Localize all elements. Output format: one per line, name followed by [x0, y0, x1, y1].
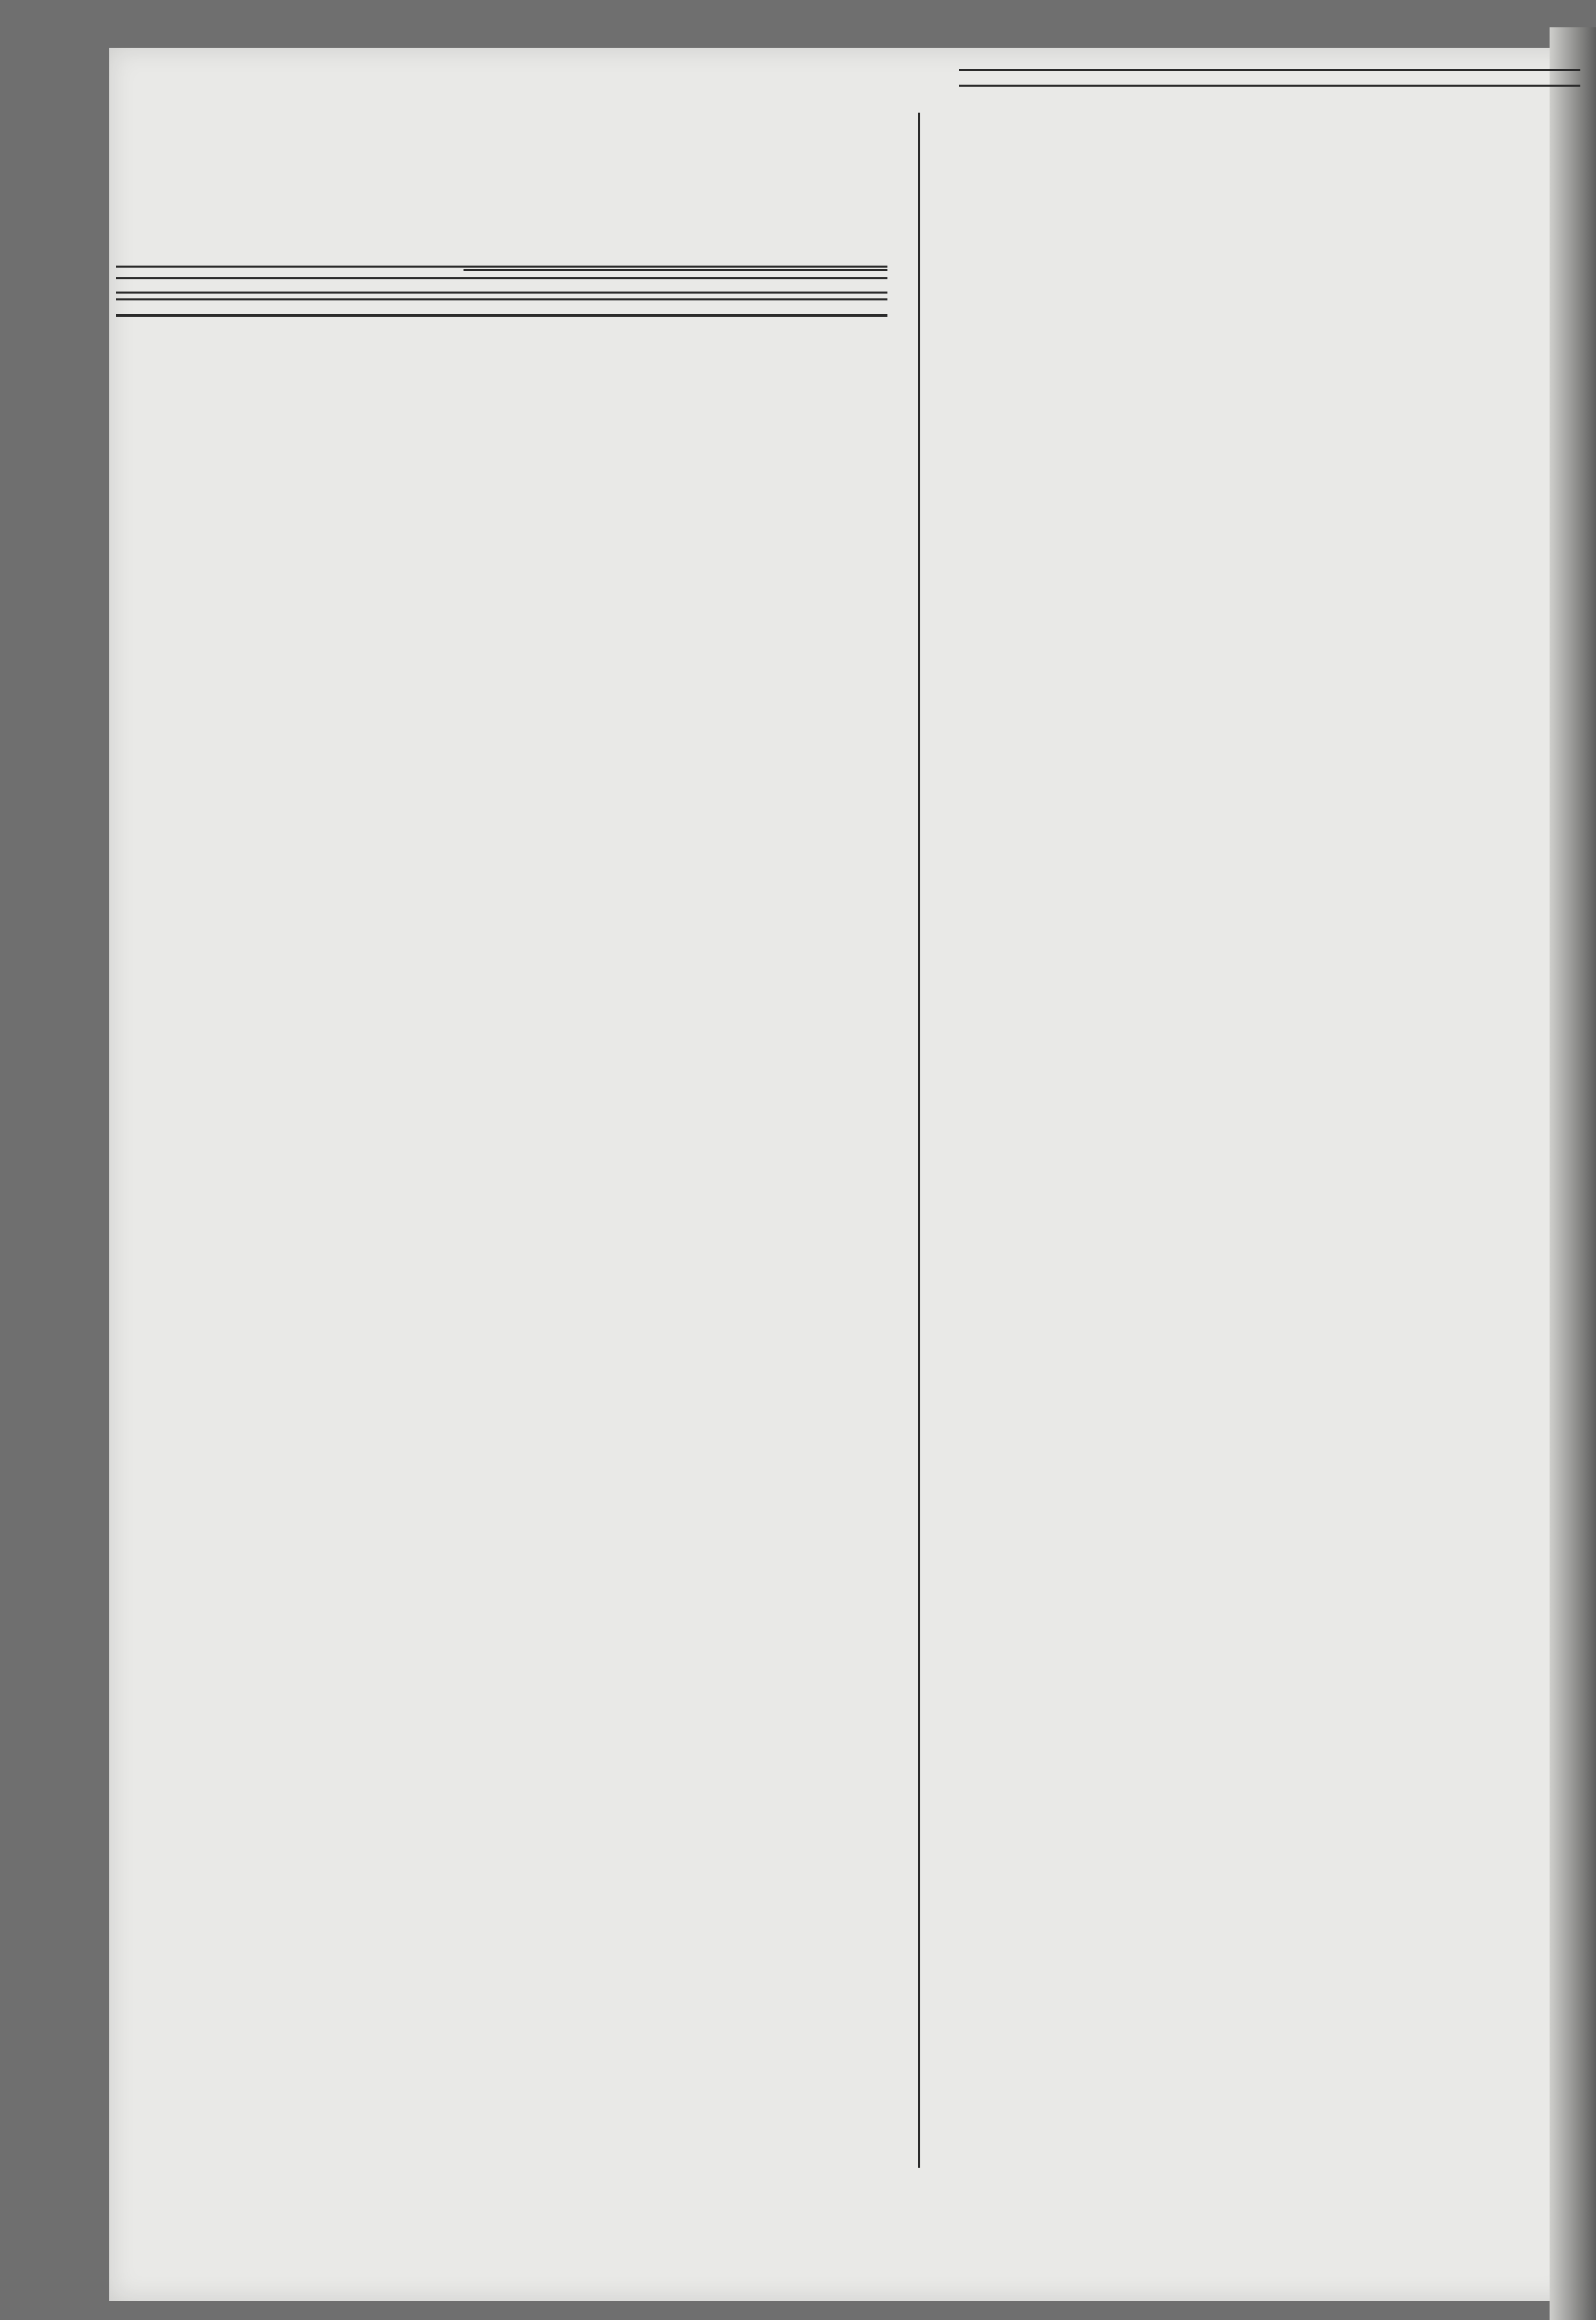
passiva-unit: [730, 87, 792, 117]
passiva-dots: [116, 88, 127, 116]
passiva-unit: [730, 147, 792, 177]
passiva-sum-amount: [621, 266, 730, 268]
section-rule: [116, 314, 887, 317]
passiva-sum-row: [116, 266, 887, 268]
passiva-pf: [792, 57, 840, 87]
passiva-dots: [116, 117, 127, 145]
passiva-label: [116, 176, 621, 206]
passiva-sum-pf: [792, 266, 840, 268]
passiva-sum-label: [116, 266, 621, 268]
passiva-sum-pf-unit: [840, 266, 887, 268]
passiva-unit: [730, 117, 792, 147]
passiva-amount: [621, 87, 730, 117]
passiva-label: [116, 236, 621, 266]
passiva-dots: [177, 236, 188, 264]
passiva-pf: [792, 87, 840, 117]
passiva-pf: [792, 236, 840, 266]
section-rule: [959, 69, 1580, 71]
passiva-label: [116, 117, 621, 147]
passiva-amount: [621, 206, 730, 236]
left-column: [116, 57, 887, 324]
passiva-amount: [621, 117, 730, 147]
passiva-unit: [730, 206, 792, 236]
passiva-label: [116, 206, 621, 236]
passiva-sum-unit: [730, 266, 792, 268]
passiva-label: [116, 147, 621, 177]
passiva-unit: [730, 176, 792, 206]
passiva-amount: [621, 57, 730, 87]
passiva-row: [116, 147, 887, 177]
passiva-row: [116, 117, 887, 147]
book-binding-edge: [1550, 27, 1596, 2320]
passiva-dots: [116, 207, 127, 235]
passiva-unit: [730, 57, 792, 87]
passiva-row: [116, 206, 887, 236]
passiva-pf-unit: [840, 236, 887, 266]
passiva-pf-unit: [840, 57, 887, 87]
section-rule: [464, 269, 888, 271]
passiva-row: [116, 57, 887, 87]
section-rule: [116, 292, 887, 294]
passiva-dots: [116, 58, 127, 86]
passiva-table: [116, 57, 887, 268]
passiva-rule: [116, 277, 887, 279]
passiva-pf-unit: [840, 206, 887, 236]
passiva-amount: [621, 147, 730, 177]
passiva-pf-unit: [840, 87, 887, 117]
column-divider: [918, 113, 920, 2168]
passiva-pf-unit: [840, 117, 887, 147]
passiva-pf-unit: [840, 176, 887, 206]
passiva-row: [116, 236, 887, 266]
passiva-label: [116, 57, 621, 87]
passiva-unit: [730, 236, 792, 266]
section-rule: [959, 85, 1580, 87]
newspaper-page: [109, 48, 1577, 2301]
passiva-pf: [792, 147, 840, 177]
passiva-pf: [792, 117, 840, 147]
section-rule: [116, 298, 887, 300]
passiva-pf-unit: [840, 147, 887, 177]
passiva-dots: [116, 147, 127, 175]
passiva-amount: [621, 176, 730, 206]
right-column: [959, 57, 1580, 94]
passiva-amount: [621, 236, 730, 266]
passiva-row: [116, 176, 887, 206]
passiva-dots: [116, 177, 127, 205]
passiva-row: [116, 87, 887, 117]
passiva-pf: [792, 206, 840, 236]
passiva-label: [116, 87, 621, 117]
passiva-pf: [792, 176, 840, 206]
